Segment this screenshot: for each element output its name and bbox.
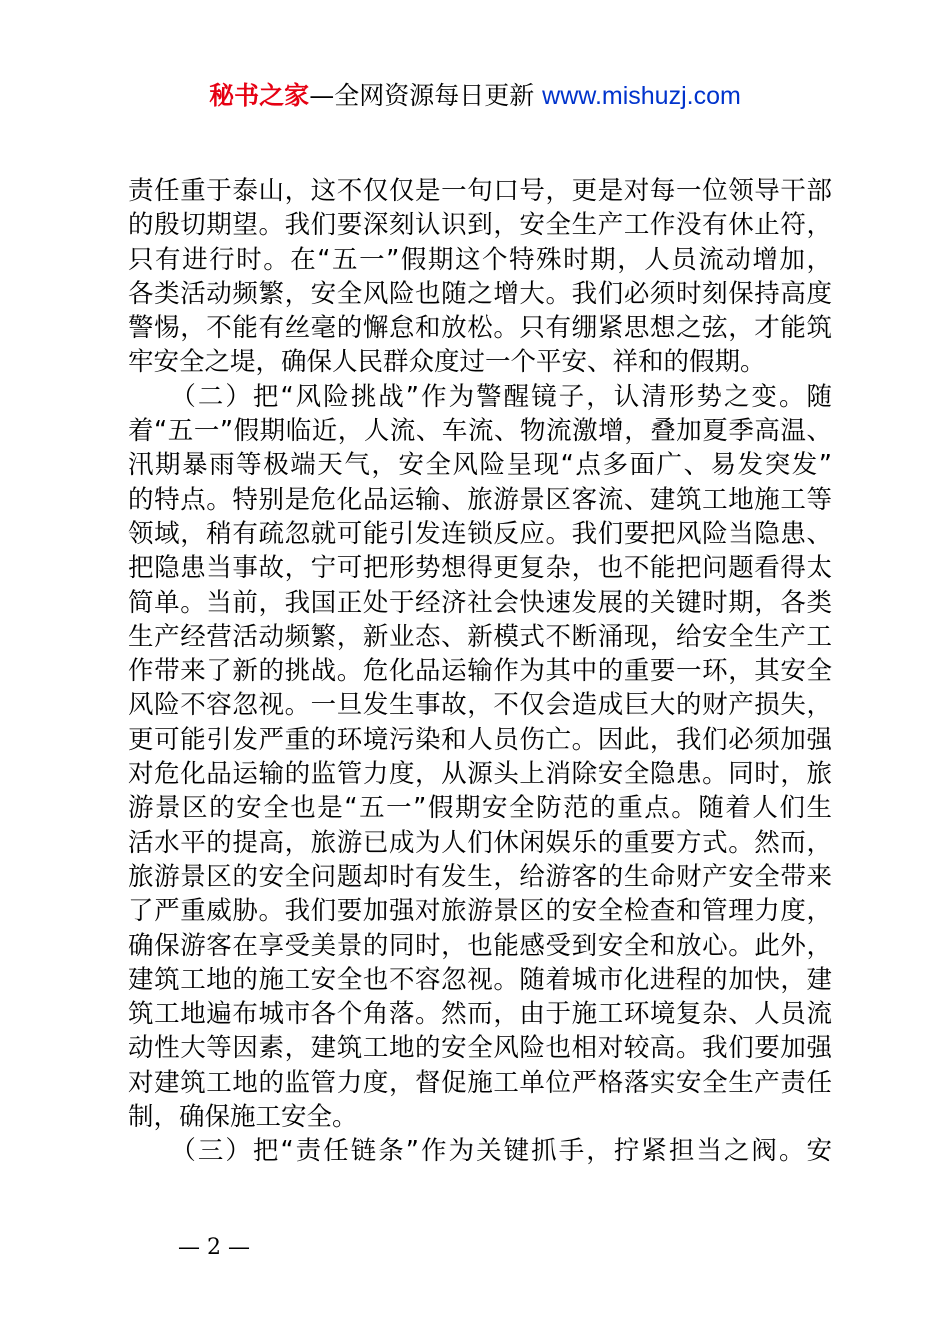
document-body (128, 174, 832, 1169)
text-line: 对危化品运输的监管力度，从源头上消除安全隐患。同时，旅 (128, 759, 832, 790)
text-line: 警惕，不能有丝毫的懈怠和放松。只有绷紧思想之弦，才能筑 (128, 313, 832, 344)
page-number: — 2 — (178, 1235, 250, 1260)
text-line: 更可能引发严重的环境污染和人员伤亡。因此，我们必须加强 (128, 724, 832, 755)
text-line: 建筑工地的施工安全也不容忽视。随着城市化进程的加快，建 (128, 964, 832, 995)
text-line: 只有进行时。在“五一”假期这个特殊时期，人员流动增加， (128, 244, 832, 275)
header-tagline: —全网资源每日更新 (309, 81, 535, 110)
text-line: 制，确保施工安全。 (128, 1102, 358, 1133)
text-line: 旅游景区的安全问题却时有发生，给游客的生命财产安全带来 (128, 861, 832, 892)
text-line: 的特点。特别是危化品运输、旅游景区客流、建筑工地施工等 (128, 484, 832, 515)
text-line: 着“五一”假期临近，人流、车流、物流激增，叠加夏季高温、 (128, 416, 832, 447)
site-header (0, 80, 950, 112)
text-line: （二）把“风险挑战”作为警醒镜子，认清形势之变。随 (128, 381, 832, 412)
text-line: 把隐患当事故，宁可把形势想得更复杂，也不能把问题看得太 (128, 553, 832, 584)
text-line: 筑工地遍布城市各个角落。然而，由于施工环境复杂、人员流 (128, 999, 832, 1030)
text-line: 的殷切期望。我们要深刻认识到，安全生产工作没有休止符， (128, 210, 832, 241)
text-line: 简单。当前，我国正处于经济社会快速发展的关键时期，各类 (128, 587, 832, 618)
text-line: 风险不容忽视。一旦发生事故，不仅会造成巨大的财产损失， (128, 690, 832, 721)
text-line: 对建筑工地的监管力度，督促施工单位严格落实安全生产责任 (128, 1067, 832, 1098)
text-line: 确保游客在享受美景的同时，也能感受到安全和放心。此外， (128, 930, 832, 961)
text-line: 领域，稍有疏忽就可能引发连锁反应。我们要把风险当隐患、 (128, 518, 832, 549)
brand-name: 秘书之家 (209, 81, 310, 110)
site-url-link[interactable]: www.mishuzj.com (542, 82, 741, 110)
text-line: 作带来了新的挑战。危化品运输作为其中的重要一环，其安全 (128, 656, 832, 687)
text-line: 动性大等因素，建筑工地的安全风险也相对较高。我们要加强 (128, 1033, 832, 1064)
text-line: 活水平的提高，旅游已成为人们休闲娱乐的重要方式。然而， (128, 827, 832, 858)
text-line: 汛期暴雨等极端天气，安全风险呈现“点多面广、易发突发” (128, 450, 832, 481)
text-line: 游景区的安全也是“五一”假期安全防范的重点。随着人们生 (128, 793, 832, 824)
text-line: 牢安全之堤，确保人民群众度过一个平安、祥和的假期。 (128, 347, 766, 378)
text-line: 生产经营活动频繁，新业态、新模式不断涌现，给安全生产工 (128, 621, 832, 652)
text-line: 各类活动频繁，安全风险也随之增大。我们必须时刻保持高度 (128, 278, 832, 309)
text-line: （三）把“责任链条”作为关键抓手，拧紧担当之阀。安 (128, 1136, 832, 1167)
text-line: 了严重威胁。我们要加强对旅游景区的安全检查和管理力度， (128, 896, 832, 927)
text-line: 责任重于泰山，这不仅仅是一句口号，更是对每一位领导干部 (128, 176, 832, 206)
